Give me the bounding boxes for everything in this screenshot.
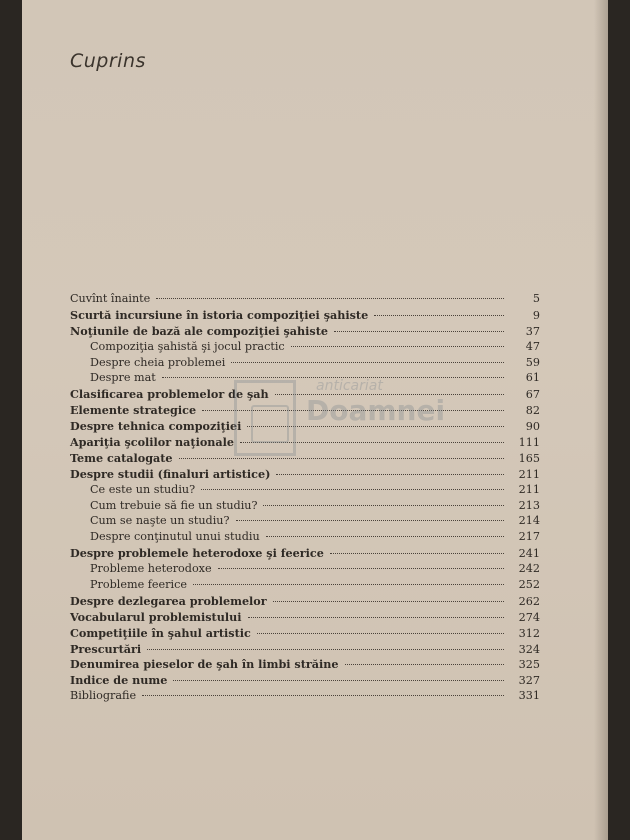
toc-entry	[70, 483, 540, 499]
toc-entry	[70, 530, 540, 546]
toc-entry	[70, 610, 540, 626]
toc-entry-label: Clasificarea problemelor de şah	[70, 387, 269, 402]
watermark-text-small: anticariat	[316, 378, 383, 394]
toc-entry-page: 67	[525, 388, 540, 402]
toc-entry	[70, 594, 540, 610]
toc-entry-page: 331	[518, 689, 540, 703]
toc-entry	[70, 324, 540, 340]
toc-entry-label: Despre conţinutul unui studiu	[90, 530, 260, 544]
toc-entry-label: Competiţiile în şahul artistic	[70, 625, 251, 640]
toc-entry	[70, 435, 540, 451]
watermark-text-large: Doamnei	[306, 394, 446, 427]
toc-entry-label: Probleme heterodoxe	[90, 562, 212, 576]
toc-entry-page: 211	[518, 482, 540, 496]
toc-entry-page: 47	[525, 339, 540, 353]
toc-entry	[70, 340, 540, 356]
toc-entry	[70, 419, 540, 435]
toc-entry-page: 211	[518, 467, 540, 481]
toc-entry-page: 165	[518, 451, 540, 465]
toc-entry-page: 82	[525, 404, 540, 418]
toc-entry-label: Teme catalogate	[70, 450, 173, 465]
toc-entry	[70, 467, 540, 483]
toc-leader-dots	[291, 346, 504, 347]
toc-entry-label: Probleme feerice	[90, 578, 187, 592]
toc-entry	[70, 673, 540, 689]
toc-entry-label: Noţiunile de bază ale compoziţiei şahiste	[70, 323, 328, 338]
toc-entry-page: 213	[518, 498, 540, 512]
toc-entry-label: Cum se naşte un studiu?	[90, 514, 230, 528]
toc-leader-dots	[218, 568, 504, 569]
toc-entry-page: 90	[525, 420, 540, 434]
toc-entry	[70, 562, 540, 578]
toc-entry-label: Compoziţia şahistă şi jocul practic	[90, 339, 285, 353]
toc-leader-dots	[162, 377, 504, 378]
toc-entry-page: 312	[518, 626, 540, 640]
toc-entry-label: Vocabularul problemistului	[70, 609, 242, 624]
toc-entry-page: 214	[518, 514, 540, 528]
toc-entry-page: 59	[525, 355, 540, 369]
toc-leader-dots	[334, 331, 504, 332]
toc-leader-dots	[179, 458, 504, 459]
toc-leader-dots	[201, 489, 504, 490]
toc-leader-dots	[173, 680, 504, 681]
toc-entry-label: Denumirea pieselor de şah în limbi străine	[70, 657, 339, 672]
toc-entry-label: Despre problemele heterodoxe şi feerice	[70, 546, 324, 561]
toc-entry	[70, 546, 540, 562]
toc-entry-page: 111	[518, 436, 540, 450]
book-page	[22, 0, 608, 840]
toc-leader-dots	[345, 664, 504, 665]
toc-entry	[70, 657, 540, 673]
toc-entry	[70, 292, 540, 308]
toc-entry	[70, 499, 540, 515]
toc-leader-dots	[193, 584, 504, 585]
toc-leader-dots	[273, 601, 504, 602]
toc-entry-page: 325	[518, 658, 540, 672]
toc-leader-dots	[231, 362, 504, 363]
toc-entry	[70, 451, 540, 467]
toc-entry	[70, 642, 540, 658]
toc-leader-dots	[142, 695, 504, 696]
toc-leader-dots	[275, 394, 504, 395]
toc-entry-label: Elemente strategice	[70, 403, 197, 418]
table-of-contents	[70, 292, 540, 705]
toc-entry-page: 37	[525, 324, 540, 338]
toc-entry	[70, 514, 540, 530]
toc-entry-page: 217	[518, 530, 540, 544]
toc-leader-dots	[266, 536, 504, 537]
toc-entry-page: 242	[518, 562, 540, 576]
toc-leader-dots	[374, 315, 504, 316]
toc-entry-page: 241	[518, 547, 540, 561]
toc-entry-label: Scurtă incursiune în istoria compoziţiei şahiste	[70, 307, 369, 322]
toc-entry	[70, 689, 540, 705]
toc-entry	[70, 578, 540, 594]
toc-entry-label: Apariţia şcolilor naţionale	[70, 435, 235, 450]
toc-entry	[70, 626, 540, 642]
toc-leader-dots	[263, 505, 504, 506]
toc-entry-label: Despre mat	[90, 371, 156, 385]
toc-leader-dots	[236, 520, 505, 521]
toc-entry-label: Despre tehnica compoziţiei	[70, 419, 242, 434]
toc-entry-page: 327	[518, 674, 540, 688]
toc-entry-label: Bibliografie	[70, 689, 137, 703]
toc-entry-page: 252	[518, 578, 540, 592]
toc-leader-dots	[276, 474, 504, 475]
toc-entry-page: 9	[532, 308, 540, 322]
toc-leader-dots	[147, 649, 504, 650]
toc-entry	[70, 387, 540, 403]
toc-leader-dots	[240, 442, 504, 443]
toc-entry-page: 324	[518, 642, 540, 656]
toc-leader-dots	[330, 553, 504, 554]
toc-leader-dots	[248, 617, 505, 618]
toc-entry-page: 61	[525, 371, 540, 385]
toc-entry-page: 274	[518, 610, 540, 624]
toc-entry-label: Despre studii (finaluri artistice)	[70, 466, 271, 481]
toc-leader-dots	[247, 426, 504, 427]
toc-entry-label: Cuvînt înainte	[70, 292, 151, 305]
page-title: Cuprins	[70, 50, 146, 72]
toc-entry	[70, 308, 540, 324]
toc-entry-page: 5	[532, 292, 540, 305]
toc-entry-page: 262	[518, 594, 540, 608]
toc-leader-dots	[156, 298, 504, 299]
toc-entry-label: Despre cheia problemei	[90, 355, 226, 369]
toc-entry	[70, 371, 540, 387]
toc-leader-dots	[202, 410, 504, 411]
toc-entry-label: Prescurtări	[70, 641, 142, 656]
toc-entry-label: Ce este un studiu?	[90, 482, 196, 496]
toc-entry-label: Despre dezlegarea problemelor	[70, 593, 267, 608]
toc-entry-label: Indice de nume	[70, 673, 168, 688]
toc-entry	[70, 403, 540, 419]
toc-entry	[70, 356, 540, 372]
toc-entry-label: Cum trebuie să fie un studiu?	[90, 498, 258, 512]
toc-leader-dots	[257, 633, 504, 634]
